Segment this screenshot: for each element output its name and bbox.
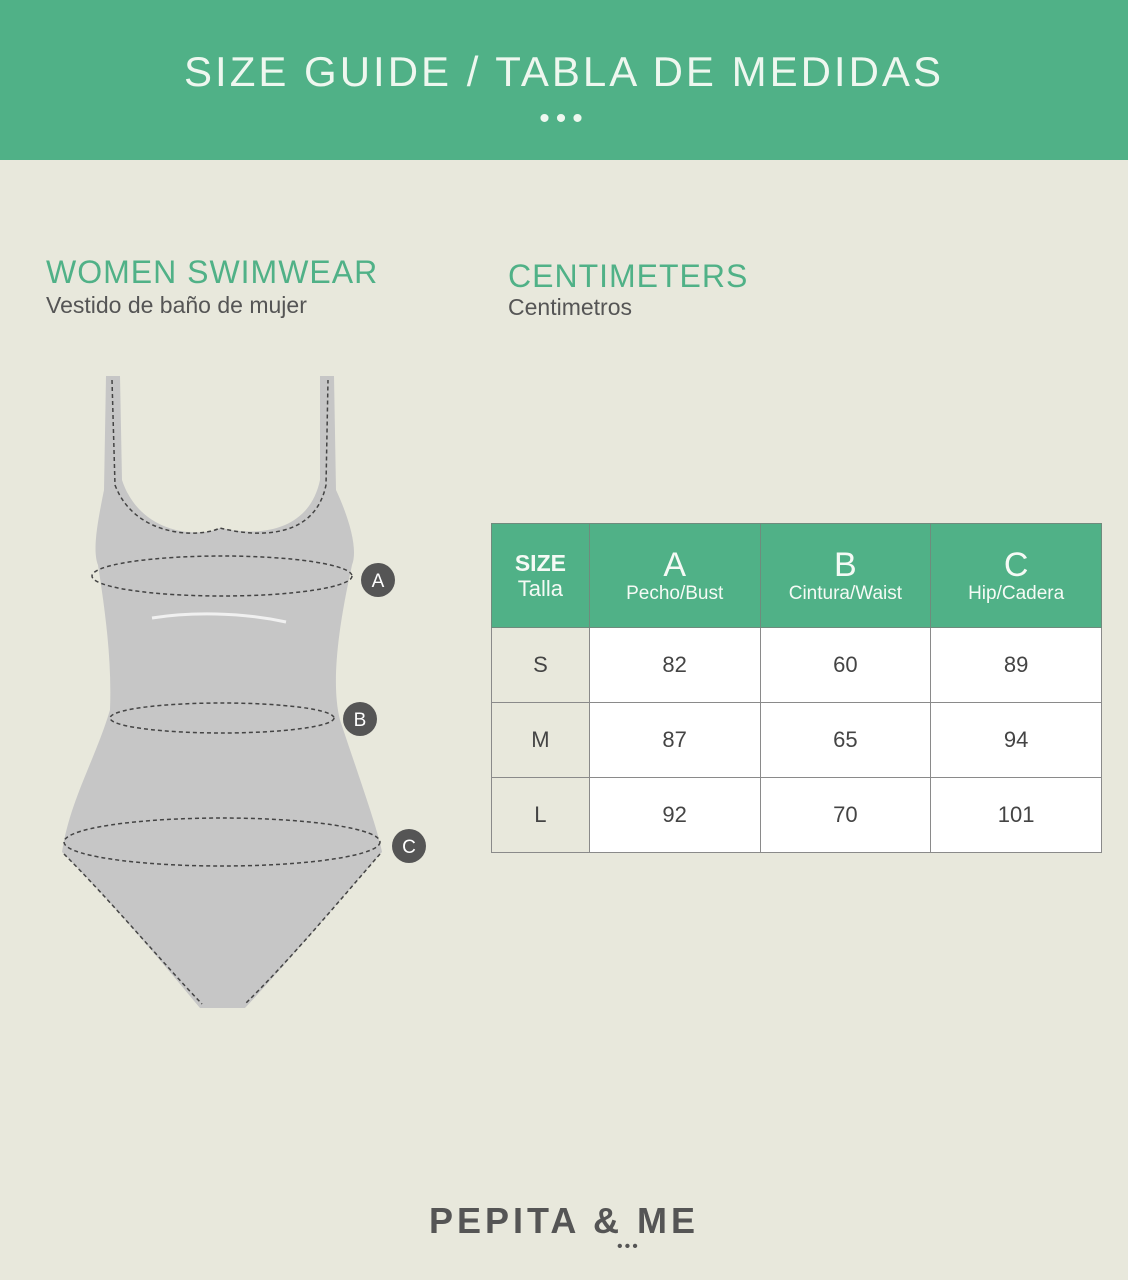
waist-cell: 65 [760,703,931,778]
product-subtitle: Vestido de baño de mujer [46,292,307,318]
header-dots: ••• [539,102,589,135]
size-table [491,523,1102,853]
brand-logo: PEPITA & ME [428,1200,700,1241]
brand-dots: ••• [617,1238,640,1255]
table-header-row [492,524,1102,628]
table-row [492,703,1102,778]
svg-text:B: B [353,710,367,731]
waist-column-header: B Cintura/Waist [760,524,931,628]
marker-b [343,702,377,736]
size-cell: S [492,628,590,703]
marker-a [361,563,395,597]
hip-cell: 89 [931,628,1102,703]
product-title: WOMEN SWIMWEAR [46,254,379,290]
units-subtitle: Centimetros [508,294,632,320]
swimsuit-diagram [40,360,460,1020]
waist-cell: 70 [760,778,931,853]
size-cell: L [492,778,590,853]
table-row [492,628,1102,703]
size-column-header: SIZE Talla [492,524,590,628]
bust-cell: 87 [589,703,760,778]
svg-text:A: A [371,571,385,592]
bust-cell: 92 [589,778,760,853]
waist-cell: 60 [760,628,931,703]
size-cell: M [492,703,590,778]
units-title: CENTIMETERS [508,258,749,294]
header-banner [0,0,1128,160]
table-row [492,778,1102,853]
hip-cell: 94 [931,703,1102,778]
bust-column-header: A Pecho/Bust [589,524,760,628]
page-title: SIZE GUIDE / TABLA DE MEDIDAS [184,48,944,95]
bust-cell: 82 [589,628,760,703]
marker-c [392,829,426,863]
swimsuit-body-shape [62,376,382,1008]
hip-column-header: C Hip/Cadera [931,524,1102,628]
hip-cell: 101 [931,778,1102,853]
svg-text:C: C [402,837,416,858]
